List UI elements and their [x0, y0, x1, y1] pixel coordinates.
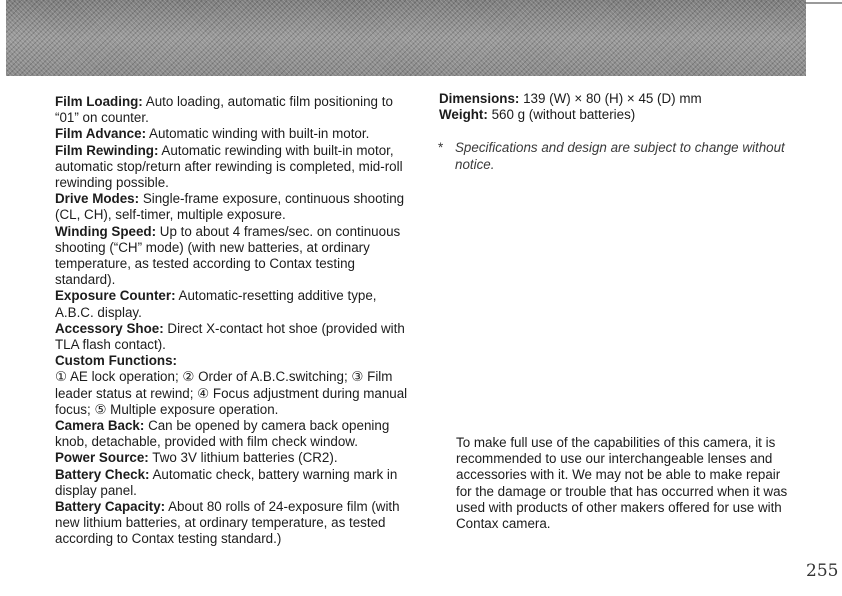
spec-custom-functions: [55, 353, 415, 418]
spec-camera-back: [55, 418, 415, 450]
specifications-note: [438, 140, 798, 173]
spec-label: Exposure Counter:: [55, 288, 176, 304]
spec-label: Power Source:: [55, 450, 149, 466]
spec-label: Film Loading:: [55, 94, 143, 109]
spec-value: About 80 rolls of 24-exposure film (with new lithium batteries, at ordinary temperature, as tested according to Contax testing standard.): [55, 499, 400, 547]
spec-label: Film Rewinding:: [55, 142, 159, 158]
spec-label: Battery Check:: [55, 466, 150, 482]
specs-left-column: [55, 94, 415, 548]
spec-film-loading: [55, 94, 415, 126]
spec-label: Custom Functions:: [55, 353, 177, 369]
spec-film-advance: [55, 126, 415, 142]
spec-power-source: [55, 450, 415, 466]
spec-battery-check: [55, 467, 415, 499]
spec-accessory-shoe: [55, 321, 415, 353]
spec-battery-capacity: [55, 499, 415, 548]
spec-value: Automatic check, battery warning mark in display panel.: [55, 466, 398, 498]
spec-value: Auto loading, automatic film positioning to “01” on counter.: [55, 94, 393, 126]
spec-label: Dimensions:: [439, 91, 520, 106]
spec-label: Weight:: [439, 107, 488, 123]
spec-dimensions: [439, 91, 799, 107]
spec-exposure-counter: [55, 288, 415, 320]
spec-label: Camera Back:: [55, 418, 145, 434]
spec-weight: [439, 107, 799, 123]
header-rule: [806, 2, 842, 4]
spec-value: Automatic rewinding with built-in motor, automatic stop/return after rewinding is completed, mid-roll rewinding possible.: [55, 142, 403, 191]
spec-value: Single-frame exposure, continuous shooting (CL, CH), self-timer, multiple exposure.: [55, 191, 405, 223]
spec-label: Drive Modes:: [55, 191, 140, 207]
spec-label: Battery Capacity:: [55, 499, 166, 515]
spec-winding-speed: [55, 224, 415, 289]
spec-value: Direct X-contact hot shoe (provided with TLA flash contact).: [55, 320, 405, 353]
compatibility-paragraph: To make full use of the capabilities of this camera, it is recommended to use our interchangeable lenses and accessories with it. We may not be able to make repair for the damage or trouble that has occurred when it was used with products of other makers offered for use with Contax camera.: [456, 435, 788, 532]
spec-value: 139 (W) × 80 (H) × 45 (D) mm: [523, 91, 702, 106]
spec-label: Winding Speed:: [55, 223, 157, 239]
spec-value: Can be opened by camera back opening knob, detachable, provided with film check window.: [55, 418, 390, 450]
spec-value: Automatic-resetting additive type, A.B.C. display.: [55, 288, 377, 320]
spec-value: Up to about 4 frames/sec. on continuous shooting (“CH” mode) (with new batteries, at ordinary temperature, as tested according to Contax testing standard).: [55, 223, 401, 288]
spec-film-rewinding: [55, 143, 415, 192]
page-number: 255: [806, 561, 839, 581]
spec-value: Two 3V lithium batteries (CR2).: [152, 450, 338, 466]
spec-value: 560 g (without batteries): [491, 107, 636, 123]
spec-label: Accessory Shoe:: [55, 320, 164, 336]
header-banner: [6, 0, 806, 76]
spec-label: Film Advance:: [55, 126, 147, 142]
note-text: Specifications and design are subject to change without notice.: [455, 140, 785, 172]
spec-value: Automatic winding with built-in motor.: [149, 126, 370, 142]
spec-drive-modes: [55, 191, 415, 223]
spec-value: ① AE lock operation; ② Order of A.B.C.switching; ③ Film leader status at rewind; ④ Focus adjustment during manual focus; ⑤ Multiple exposure operation.: [55, 369, 408, 417]
asterisk: *: [438, 140, 444, 155]
specs-right-column: [439, 91, 799, 123]
